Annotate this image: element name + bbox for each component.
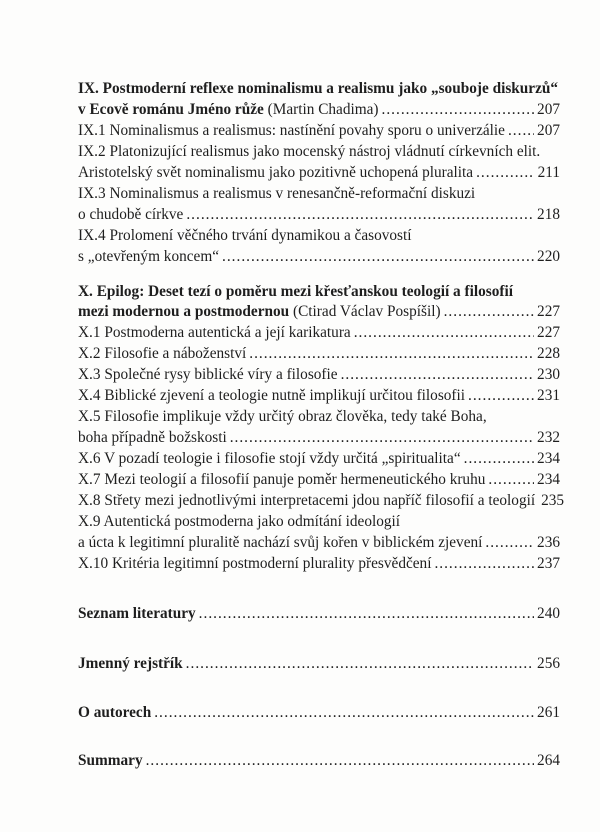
toc-entry-text: X.3 Společné rysy biblické víry a filosofie	[78, 366, 338, 383]
toc-entry-text: IX.1 Nominalismus a realismus: nastínění povahy sporu o univerzálie	[78, 122, 505, 139]
toc-entry-bold-title: Jmenný rejstřík	[78, 655, 183, 672]
toc-entry-title	[78, 702, 151, 723]
toc-entry-title	[78, 141, 540, 162]
toc-entry-title	[78, 225, 411, 246]
page-number: 235	[541, 492, 565, 509]
dot-leader	[186, 204, 534, 225]
toc-entry-title	[78, 653, 183, 674]
toc-entry	[78, 553, 560, 574]
toc-entry	[78, 750, 560, 771]
toc-entry-title	[78, 532, 482, 553]
toc-entry	[78, 532, 560, 553]
toc-entry-bold-title: O autorech	[78, 704, 152, 721]
toc-entry-title	[78, 553, 431, 574]
toc-entry-title	[78, 99, 379, 120]
toc-entry-text: X.4 Biblické zjevení a teologie nutně implikují určitou filosofii	[78, 387, 466, 404]
toc-entry-text: IX.4 Prolomení věčného trvání dynamikou a časovostí	[78, 227, 412, 244]
page-number: 261	[537, 704, 560, 721]
toc-entry	[78, 322, 560, 343]
toc-entry-text: (Martin Chadima)	[263, 101, 379, 118]
toc-entry-text: s „otevřeným koncem“	[78, 248, 220, 265]
toc-entry-text: Aristotelský svět nominalismu jako pozitivně uchopená pluralita	[78, 164, 474, 181]
toc-entry	[78, 364, 560, 385]
toc-entry-title	[78, 490, 535, 511]
toc-entry	[78, 246, 560, 267]
page-number: 232	[537, 429, 560, 446]
dot-leader	[341, 364, 534, 385]
page-number: 234	[537, 450, 560, 467]
dot-leader	[382, 99, 535, 120]
toc-entry-title	[78, 204, 183, 225]
toc-entry-title	[78, 448, 461, 469]
toc-entry-text: o chudobě církve	[78, 206, 184, 223]
toc-entry-text: (Ctirad Václav Pospíšil)	[289, 303, 441, 320]
toc-entry-title	[78, 322, 351, 343]
toc-entry	[78, 225, 560, 246]
toc-entry-title	[78, 246, 219, 267]
toc-entry	[78, 427, 560, 448]
toc-entry-text: IX.3 Nominalismus a realismus v renesančně-reformační diskuzi	[78, 185, 476, 202]
toc-entry-text: X.9 Autentická postmoderna jako odmítání ideologií	[78, 513, 401, 530]
toc-entry-title	[78, 750, 143, 771]
toc-entry	[78, 490, 565, 511]
page-number: 228	[537, 345, 560, 362]
toc-entry-text: X.10 Kritéria legitimní postmoderní plurality přesvědčení	[78, 555, 432, 572]
toc-entry-bold-title: IX. Postmoderní reflexe nominalismu a realismu jako „souboje diskurzů“	[78, 80, 559, 97]
dot-leader	[154, 702, 534, 723]
dot-leader	[249, 343, 534, 364]
dot-leader	[146, 750, 534, 771]
toc-entry-bold-title: X. Epilog: Deset tezí o poměru mezi křesťanskou teologií a filosofií	[78, 283, 513, 300]
page-number: 207	[537, 122, 560, 139]
toc-entry-text: X.1 Postmoderna autentická a její karikatura	[78, 324, 351, 341]
toc-entry-title	[78, 469, 485, 490]
page-number: 207	[537, 101, 560, 118]
toc-entry-title	[78, 183, 475, 204]
dot-leader	[230, 427, 534, 448]
page-number: 218	[537, 206, 560, 223]
page-number: 236	[537, 534, 560, 551]
page-number: 256	[537, 655, 560, 672]
toc-entry	[78, 702, 560, 723]
toc-entry-title	[78, 385, 465, 406]
toc-entry	[78, 183, 560, 204]
toc-entry-bold-title: v Ecově románu Jméno růže	[78, 101, 264, 118]
page-number: 230	[537, 366, 560, 383]
toc-entry	[78, 653, 560, 674]
toc-entry-bold-title: Seznam literatury	[78, 605, 196, 622]
toc-entry	[78, 120, 560, 141]
toc-entry	[78, 511, 560, 532]
toc-entry-text: X.2 Filosofie a náboženství	[78, 345, 247, 362]
dot-leader	[464, 448, 534, 469]
page-number: 211	[537, 164, 560, 181]
toc-entry	[78, 99, 560, 120]
toc-entry-title	[78, 603, 196, 624]
page-number: 234	[537, 471, 560, 488]
toc-entry	[78, 343, 560, 364]
dot-leader	[508, 120, 534, 141]
page-number: 227	[537, 324, 560, 341]
toc-entry	[78, 281, 560, 302]
toc-entry	[78, 204, 560, 225]
toc-entry-bold-title: mezi modernou a postmodernou	[78, 303, 290, 320]
toc-entry-title	[78, 78, 558, 99]
dot-leader	[444, 301, 534, 322]
toc-entry	[78, 141, 560, 162]
dot-leader	[354, 322, 534, 343]
page-number: 240	[537, 605, 560, 622]
toc-entry	[78, 406, 560, 427]
dot-leader	[468, 385, 534, 406]
toc-entry-title	[78, 120, 505, 141]
dot-leader	[434, 553, 534, 574]
page-number: 231	[537, 387, 560, 404]
toc-entry-title	[78, 511, 400, 532]
toc-entry	[78, 603, 560, 624]
dot-leader	[476, 162, 535, 183]
page-number: 264	[537, 752, 560, 769]
toc-entry	[78, 385, 560, 406]
toc-entry-text: X.7 Mezi teologií a filosofií panuje poměr hermeneutického kruhu	[78, 471, 486, 488]
toc-entry-title	[78, 343, 246, 364]
toc-entry-text: X.5 Filosofie implikuje vždy určitý obraz člověka, tedy také Boha,	[78, 408, 487, 425]
dot-leader	[186, 653, 534, 674]
page-number: 237	[537, 555, 560, 572]
page-number: 220	[537, 248, 560, 265]
toc-entry-title	[78, 427, 227, 448]
toc-entry-title	[78, 281, 513, 302]
toc-entry	[78, 162, 560, 183]
toc-entry	[78, 448, 560, 469]
toc-entry-title	[78, 364, 338, 385]
toc-entry	[78, 301, 560, 322]
toc-entry	[78, 78, 560, 99]
toc-entry-text: a úcta k legitimní pluralitě nachází svůj kořen v biblickém zjevení	[78, 534, 483, 551]
toc-entry-text: X.8 Střety mezi jednotlivými interpretacemi jdou napříč filosofií a teologií	[78, 492, 536, 509]
toc-entry-title	[78, 406, 487, 427]
toc-entry-title	[78, 301, 441, 322]
toc-entry-text: IX.2 Platonizující realismus jako mocenský nástroj vládnutí církevních elit.	[78, 143, 541, 160]
page-number: 227	[537, 303, 560, 320]
dot-leader	[488, 469, 534, 490]
toc-entry-bold-title: Summary	[78, 752, 143, 769]
toc-entry-text: X.6 V pozadí teologie i filosofie stojí vždy určitá „spiritualita“	[78, 450, 461, 467]
dot-leader	[485, 532, 534, 553]
dot-leader	[199, 603, 534, 624]
toc-entry-text: boha případně božskosti	[78, 429, 227, 446]
toc-entry-title	[78, 162, 473, 183]
toc-entry	[78, 469, 560, 490]
dot-leader	[222, 246, 534, 267]
